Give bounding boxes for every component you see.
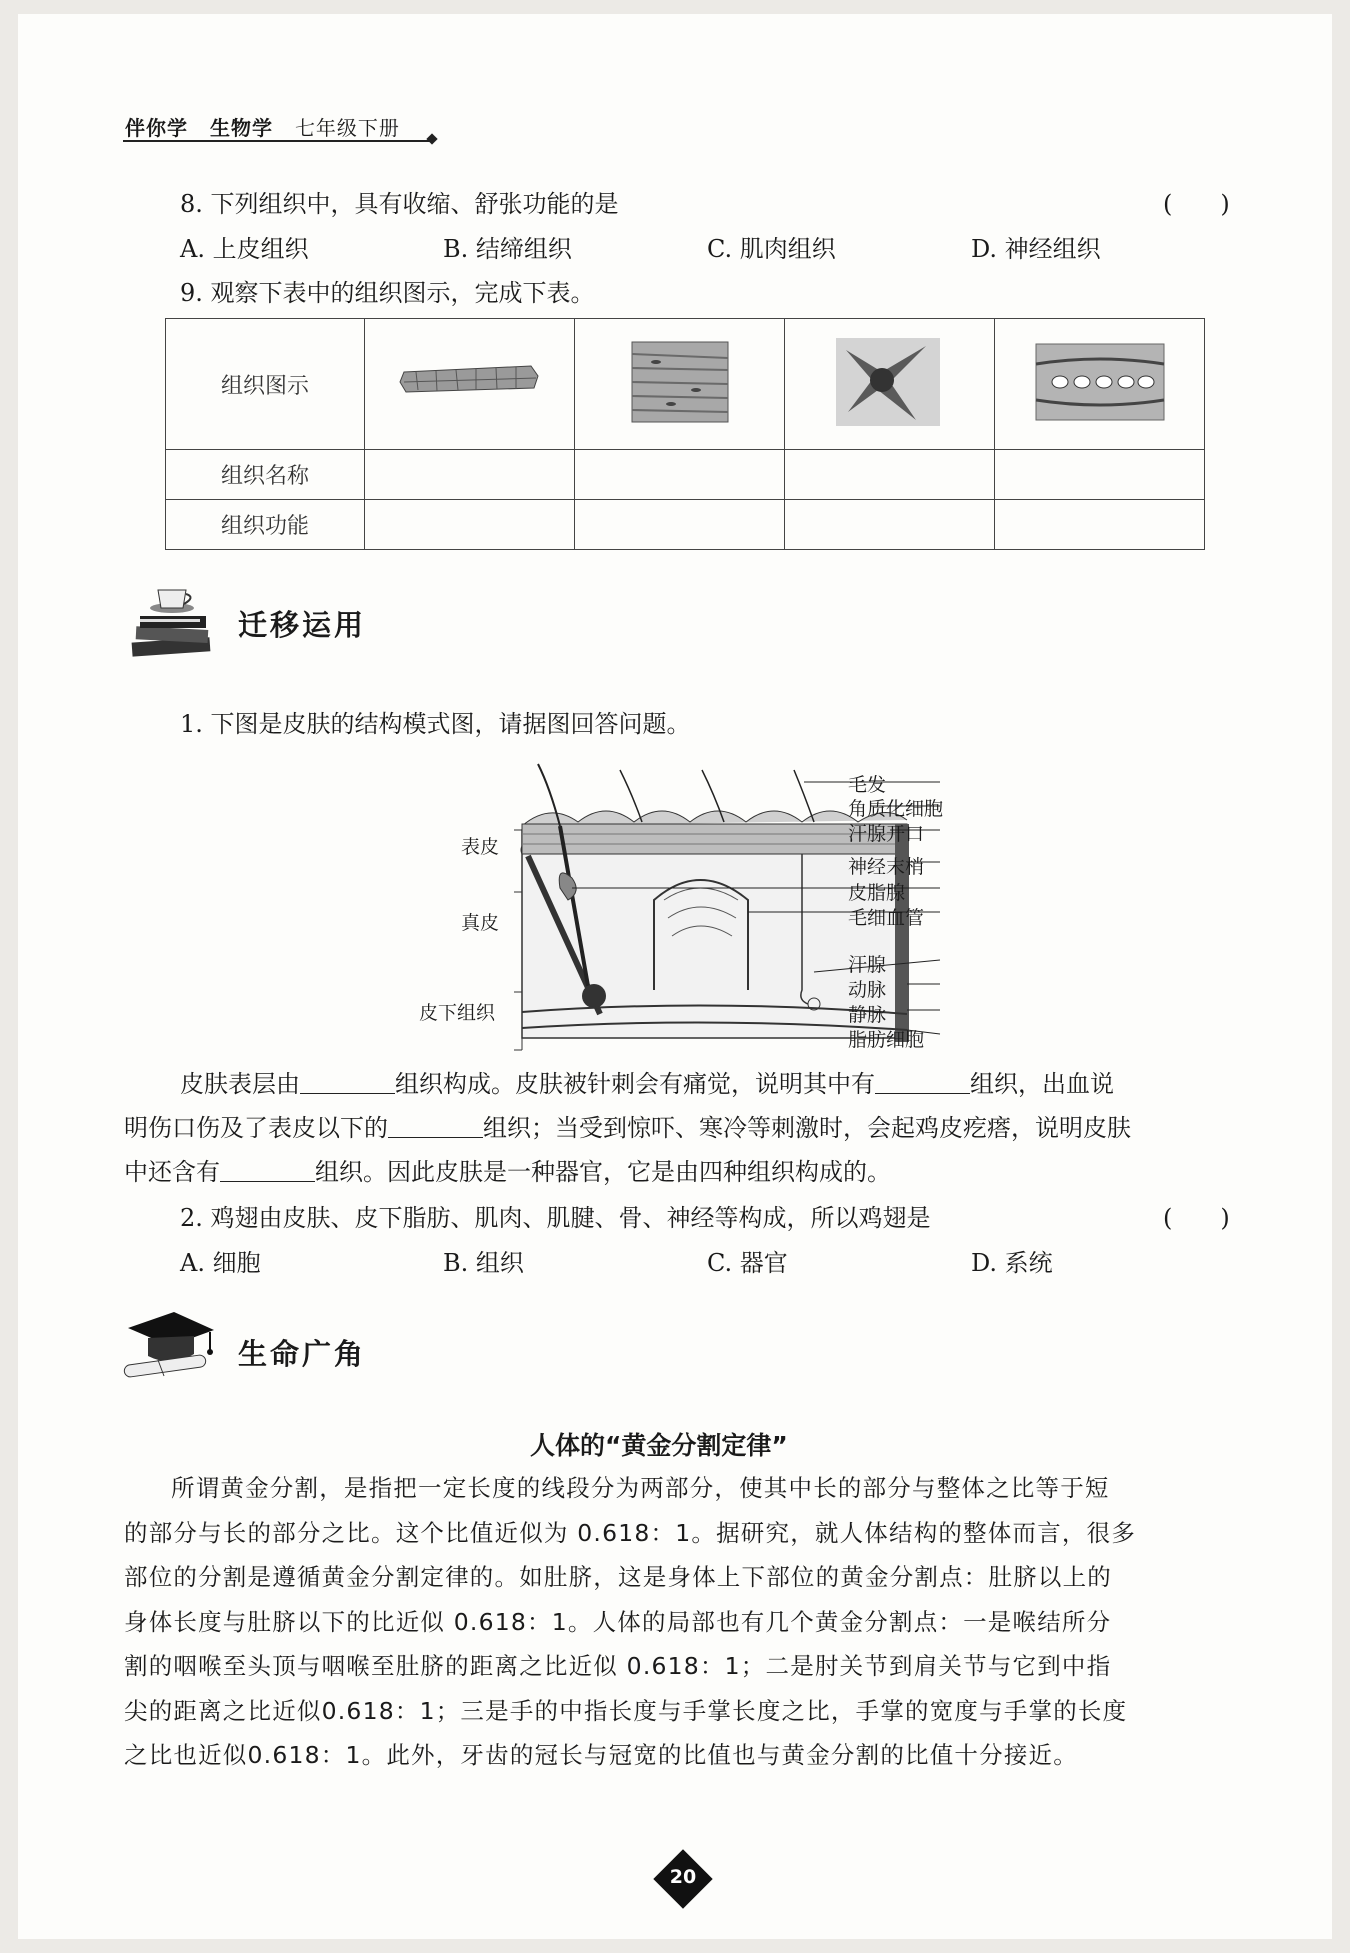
fill-text: 明伤口伤及了表皮以下的 [124, 1114, 388, 1142]
essay-line: 割的咽喉至头顶与咽喉至肚脐的距离之比近似 0.618：1；二是肘关节到肩关节与它到中指 [124, 1652, 1112, 1680]
skin-label-dermis: 真皮 [461, 912, 500, 934]
blank-1[interactable] [300, 1069, 395, 1094]
running-header [125, 112, 400, 141]
fill-text: 组织。因此皮肤是一种器官，它是由四种组织构成的。 [315, 1158, 891, 1186]
q8-stem: 8. 下列组织中，具有收缩、舒张功能的是 [180, 190, 619, 218]
blank-2[interactable] [875, 1069, 970, 1094]
essay-line: 部位的分割是遵循黄金分割定律的。如肚脐，这是身体上下部位的黄金分割点：肚脐以上的 [124, 1563, 1112, 1591]
header-book: 伴你学 [125, 116, 188, 140]
blank-4[interactable] [220, 1157, 315, 1182]
fill-line-3 [124, 1152, 891, 1187]
essay-body [124, 1466, 1249, 1778]
answer-function-3[interactable] [785, 500, 995, 550]
fill-line-1 [180, 1064, 1114, 1099]
q8-option-b: B. 结缔组织 [443, 235, 572, 263]
header-grade: 七年级下册 [294, 116, 400, 140]
skin-label-epidermis: 表皮 [461, 836, 500, 858]
t2-option-b: B. 组织 [443, 1249, 524, 1277]
answer-name-3[interactable] [785, 450, 995, 500]
t2-option-a: A. 细胞 [180, 1249, 261, 1277]
essay-line: 的部分与长的部分之比。这个比值近似为 0.618：1。据研究，就人体结构的整体而言，很多 [124, 1518, 1136, 1547]
t2-stem: 2. 鸡翅由皮肤、皮下脂肪、肌肉、肌腱、骨、神经等构成，所以鸡翅是 [180, 1204, 931, 1232]
skin-label-sweat-gland: 汗腺 [848, 954, 887, 976]
books-coffee-icon [120, 578, 220, 674]
skin-label-keratinized-cell: 角质化细胞 [848, 798, 944, 820]
row-label-image: 组织图示 [166, 319, 365, 450]
answer-function-2[interactable] [575, 500, 785, 550]
row-label-function: 组织功能 [166, 500, 365, 550]
essay-line: 所谓黄金分割，是指把一定长度的线段分为两部分，使其中长的部分与整体之比等于短 [171, 1474, 1110, 1502]
fill-text: 皮肤表层由 [180, 1070, 300, 1098]
answer-function-4[interactable] [995, 500, 1205, 550]
t1-stem: 1. 下图是皮肤的结构模式图，请据图回答问题。 [180, 710, 691, 738]
q9-stem: 9. 观察下表中的组织图示，完成下表。 [180, 279, 595, 307]
skin-label-hair: 毛发 [848, 774, 887, 796]
t2-answer-paren[interactable]: ( ) [1163, 1204, 1230, 1232]
section-title-life-corner: 生命广角 [238, 1337, 367, 1371]
q8-option-d: D. 神经组织 [971, 235, 1101, 263]
tissue-image-muscle [575, 319, 785, 450]
blank-3[interactable] [388, 1113, 483, 1138]
skin-label-nerve-ending: 神经末梢 [848, 856, 925, 878]
fill-line-2 [124, 1108, 1131, 1143]
q8-option-c: C. 肌肉组织 [707, 235, 836, 263]
skin-label-subcutaneous: 皮下组织 [419, 1002, 496, 1024]
skin-label-vein: 静脉 [848, 1004, 887, 1026]
essay-line: 身体长度与肚脐以下的比近似 0.618：1。人体的局部也有几个黄金分割点：一是喉结所分 [124, 1607, 1112, 1636]
answer-name-2[interactable] [575, 450, 785, 500]
skin-label-fat-cell: 脂肪细胞 [848, 1029, 925, 1051]
essay-title: 人体的“黄金分割定律” [530, 1431, 788, 1460]
fill-text: 组织构成。皮肤被针刺会有痛觉，说明其中有 [395, 1070, 875, 1098]
tissue-table [165, 318, 1205, 550]
fill-text: 组织；当受到惊吓、寒冷等刺激时，会起鸡皮疙瘩，说明皮肤 [483, 1114, 1131, 1142]
t2-option-d: D. 系统 [971, 1249, 1053, 1277]
skin-label-capillary: 毛细血管 [848, 907, 925, 929]
tissue-image-nerve [785, 319, 995, 450]
t2-option-c: C. 器官 [707, 1249, 788, 1277]
graduation-cap-icon [118, 1306, 218, 1386]
tissue-image-connective [995, 319, 1205, 450]
fill-text: 中还含有 [124, 1158, 220, 1186]
q8-answer-paren[interactable]: ( ) [1163, 190, 1230, 218]
skin-label-artery: 动脉 [848, 979, 887, 1001]
essay-line: 之比也近似0.618：1。此外，牙齿的冠长与冠宽的比值也与黄金分割的比值十分接近。 [124, 1741, 1078, 1769]
essay-line: 尖的距离之比近似0.618：1；三是手的中指长度与手掌长度之比，手掌的宽度与手掌的长度 [124, 1696, 1128, 1725]
row-label-name: 组织名称 [166, 450, 365, 500]
answer-name-4[interactable] [995, 450, 1205, 500]
page-number: 20 [669, 1866, 697, 1888]
section-title-transfer: 迁移运用 [238, 608, 367, 642]
skin-label-sweat-pore: 汗腺开口 [848, 823, 925, 845]
skin-label-sebaceous-gland: 皮脂腺 [848, 882, 906, 904]
tissue-image-epithelial [365, 319, 575, 450]
answer-name-1[interactable] [365, 450, 575, 500]
header-rule [123, 140, 433, 142]
q8-option-a: A. 上皮组织 [180, 235, 309, 263]
fill-text: 组织，出血说 [970, 1070, 1114, 1098]
header-subject: 生物学 [209, 116, 273, 140]
answer-function-1[interactable] [365, 500, 575, 550]
